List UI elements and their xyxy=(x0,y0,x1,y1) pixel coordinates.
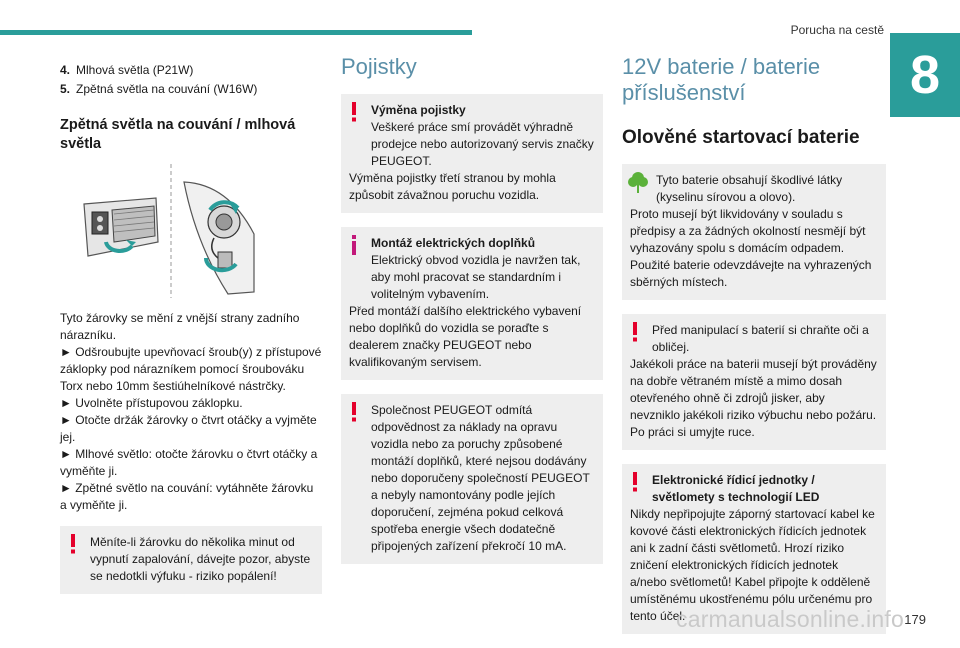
paragraph: ► Uvolněte přístupovou záklopku. xyxy=(60,396,243,410)
paragraph: ► Zpětné světlo na couvání: vytáhněte žárovku a vyměňte ji. xyxy=(60,481,314,512)
column-left xyxy=(60,62,322,608)
column-right xyxy=(622,54,886,648)
paragraph: ► Odšroubujte upevňovací šroub(y) z přístupové záklopky pod nárazníkem pomocí šroubováku Torx nebo 10mm šestiúhelníkové nástrčky. xyxy=(60,345,322,393)
header-accent-bar xyxy=(0,30,472,35)
section-title: Porucha na cestě xyxy=(790,23,884,37)
chapter-heading-battery: 12V baterie / baterie příslušenství xyxy=(622,54,821,105)
info-notice: Montáž elektrických doplňků Elektrický obvod vozidla je navržen tak, aby mohl pracovat se standardním i volitelným vybavením. Před montáží dalšího elektrického vybavení nebo doplňků do vozidla se poraďte s dealerem značky PEUGEOT nebo kvalifikovaným servisem. xyxy=(341,227,603,380)
eco-notice: Tyto baterie obsahují škodlivé látky (kyselinu sírovou a olovo). Proto musejí být likvidovány v souladu s předpisy a za žádných okolností nesmějí být vyhazovány spolu s domácím odpadem. Použité baterie odevzdávejte na vyhrazených sběrných místech. xyxy=(622,164,886,300)
eco-leaf-icon xyxy=(628,170,648,194)
chapter-heading-fuses: Pojistky xyxy=(341,54,417,79)
column-middle xyxy=(341,54,603,578)
warning-exclamation-icon xyxy=(630,322,640,342)
paragraph: ► Otočte držák žárovky o čtvrt otáčky a vyjměte jej. xyxy=(60,413,317,444)
list-item: 5. Zpětná světla na couvání (W16W) xyxy=(60,82,258,96)
watermark: carmanualsonline.info xyxy=(676,606,904,632)
info-icon xyxy=(349,235,359,255)
section-heading: Zpětná světla na couvání / mlhová světla xyxy=(60,117,296,152)
paragraph: ► Mlhové světlo: otočte žárovku o čtvrt otáčky a vyměňte ji. xyxy=(60,447,318,478)
rear-bumper-illustration xyxy=(78,164,258,298)
warning-exclamation-icon xyxy=(349,102,359,122)
warning-notice: Výměna pojistky Veškeré práce smí provádět výhradně prodejce nebo autorizovaný servis značky PEUGEOT. Výměna pojistky třetí stranou by mohla způsobit závažnou poruchu vozidla. xyxy=(341,94,603,213)
warning-exclamation-icon xyxy=(349,402,359,422)
paragraph: Tyto žárovky se mění z vnější strany zadního nárazníku. xyxy=(60,311,300,342)
warning-notice: Společnost PEUGEOT odmítá odpovědnost za náklady na opravu vozidla nebo za poruchy způsobené montáží doplňků, které nejsou dodávány nebo doporučeny společností PEUGEOT a nebyly namontovány podle jejích doporučení, zejména pokud celková spotřeba energie všech dodatečně připojených zařízení překročí 10 mA. xyxy=(341,394,603,564)
warning-notice: Měníte-li žárovku do několika minut od vypnutí zapalování, dávejte pozor, abyste se nedotkli výfuku - riziko popálení! xyxy=(60,526,322,594)
warning-exclamation-icon xyxy=(68,534,78,554)
warning-notice: Elektronické řídicí jednotky / světlomety s technologií LED Nikdy nepřipojujte záporný startovací kabel ke kovové části elektronických řídicích jednotek ani k zadní části světlometů. Hrozí riziko zničení elektronických řídicích jednotek a/nebo světlometů! Kabel připojte k odděleně umístěnému ukostřenému pólu určenému pro tento účel. xyxy=(622,464,886,634)
list-item: 4. Mlhová světla (P21W) xyxy=(60,63,194,77)
chapter-tab: 8 xyxy=(890,33,960,117)
section-heading: Olověné startovací baterie xyxy=(622,127,860,148)
warning-notice: Před manipulací s baterií si chraňte oči a obličej. Jakékoli práce na baterii musejí být prováděny na dobře větraném místě a mimo dosah otevřeného ohně či zdrojů jisker, aby nevzniklo jakékoli riziko výbuchu nebo požáru. Po práci si umyjte ruce. xyxy=(622,314,886,450)
page-number: 179 xyxy=(904,612,926,627)
warning-exclamation-icon xyxy=(630,472,640,492)
